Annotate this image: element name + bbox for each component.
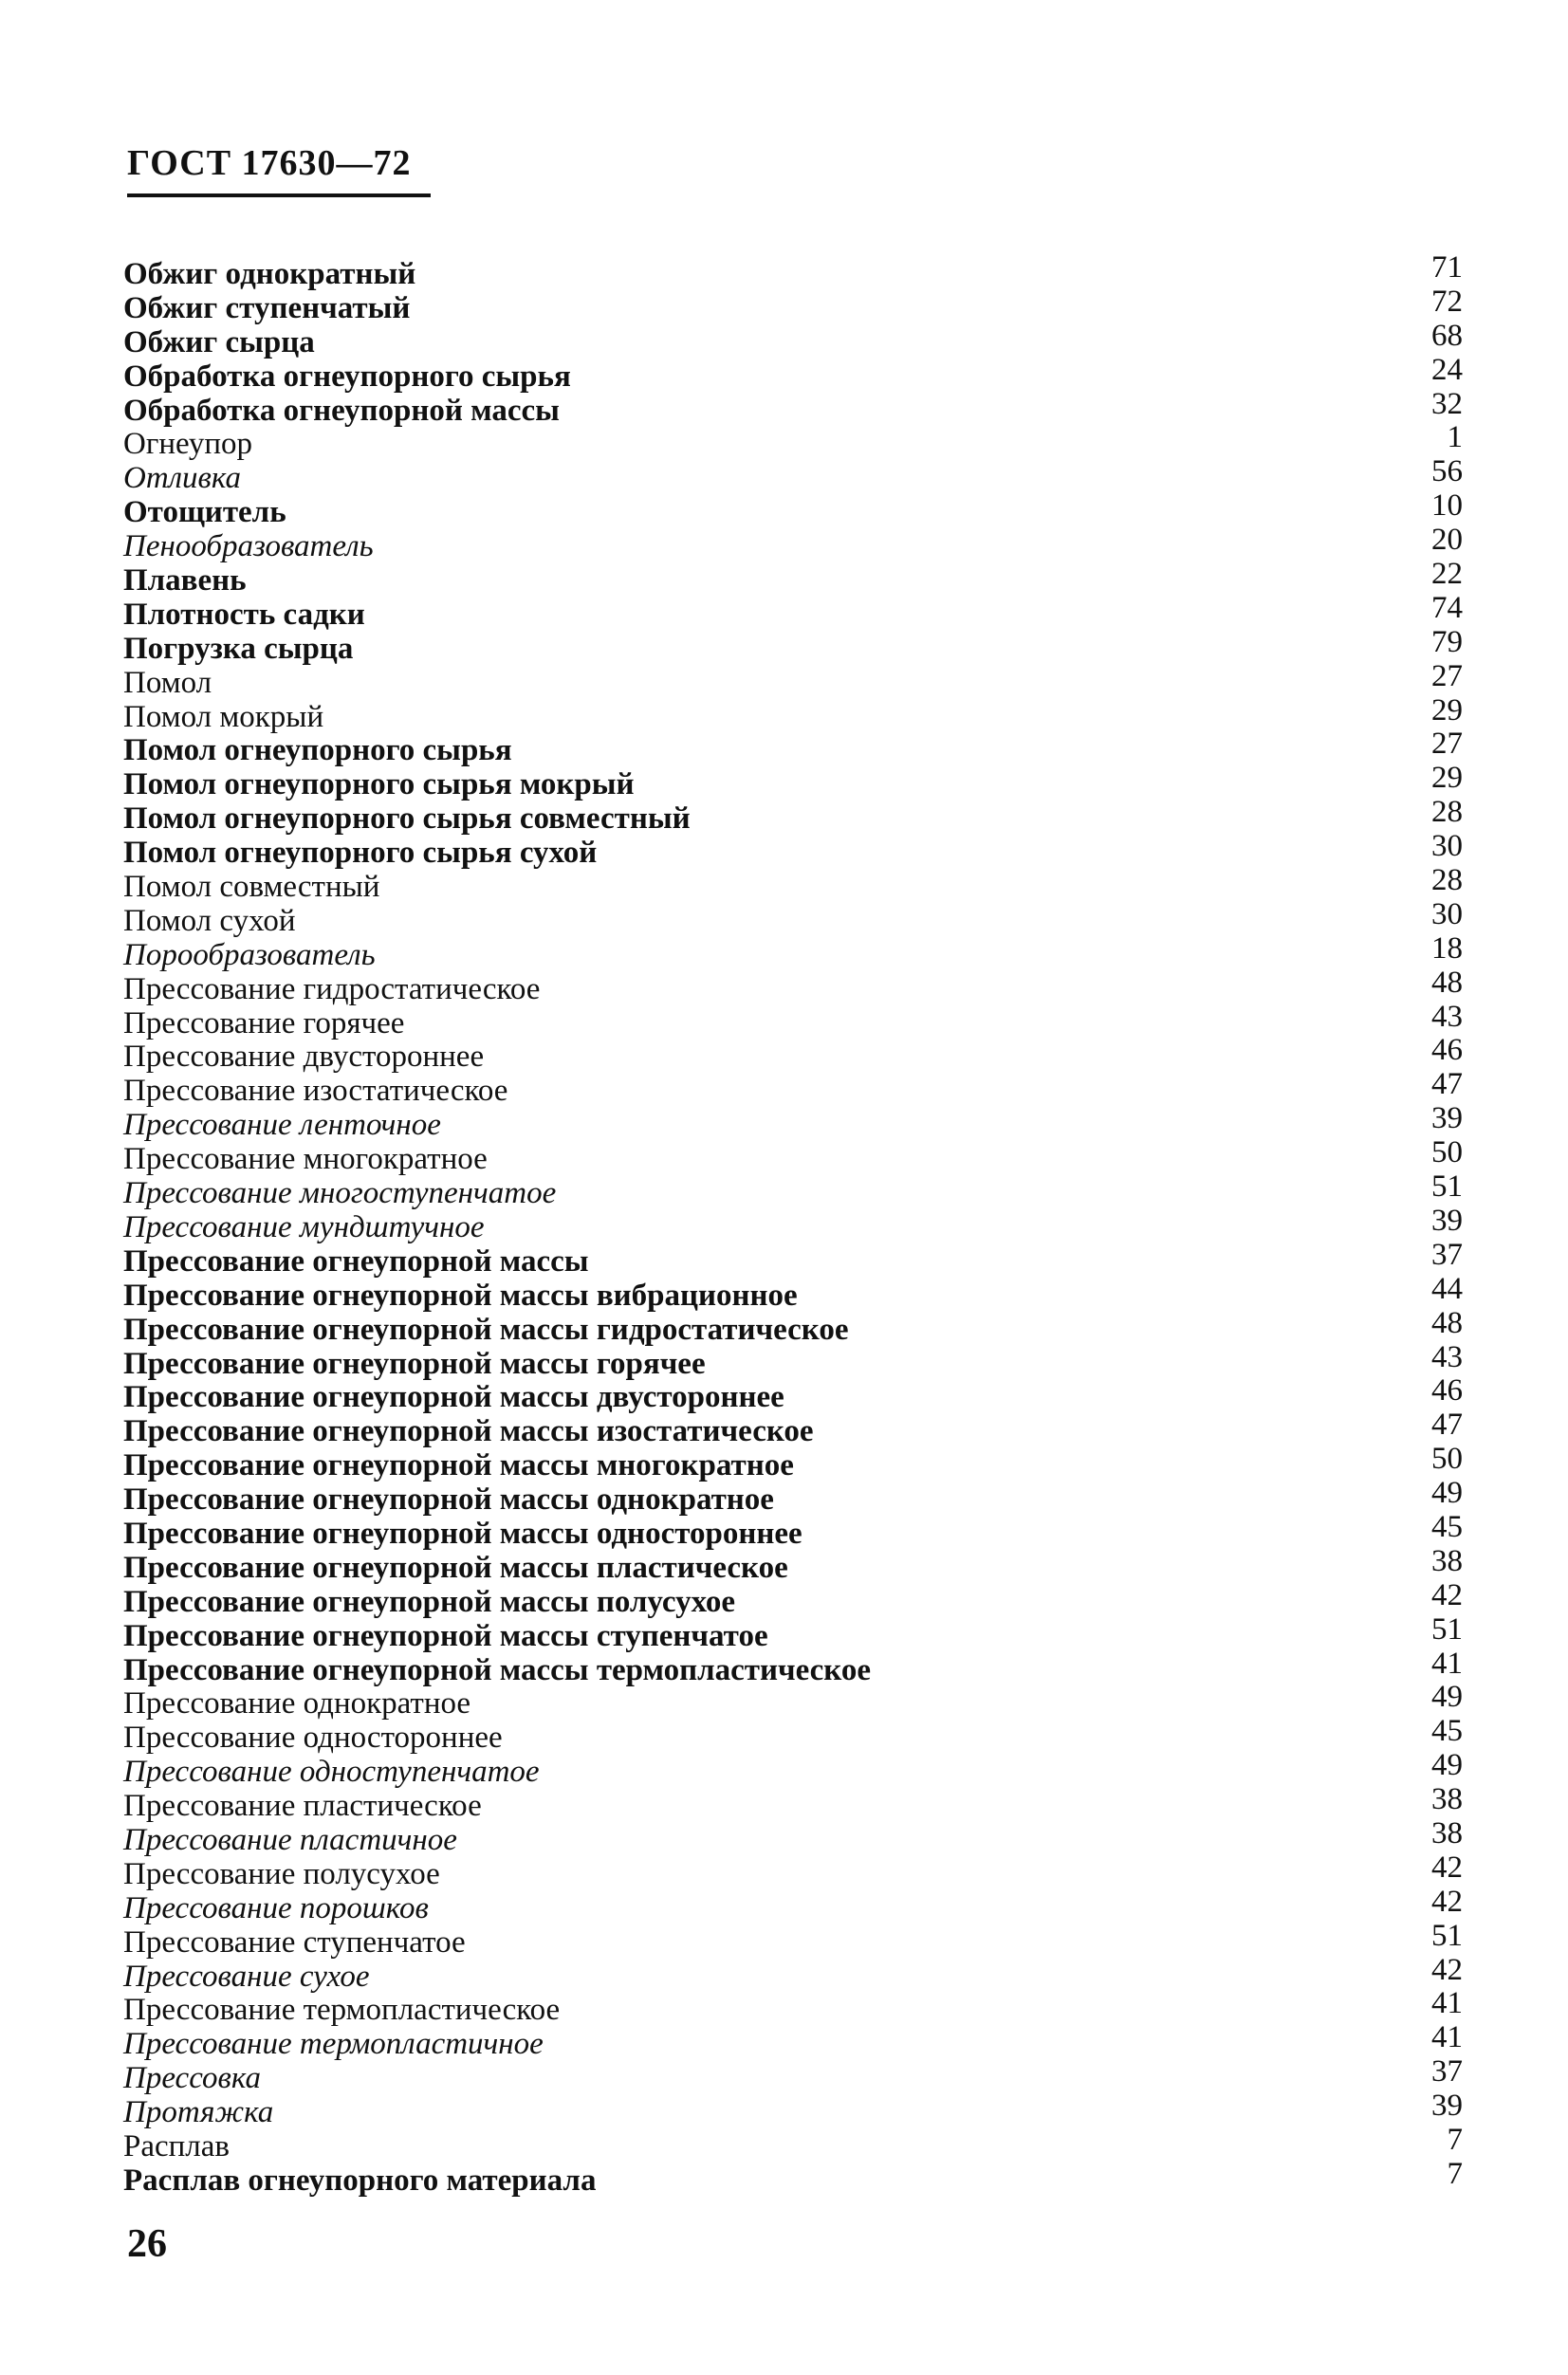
index-entry [123,1169,1463,1211]
index-term-number: 38 [1431,1782,1463,1817]
index-entry [123,1680,1463,1721]
index-term-number: 47 [1431,1067,1463,1102]
index-term-number: 79 [1431,624,1463,659]
index-entry [123,1237,1463,1280]
index-entry [123,352,1463,395]
index-entry [123,1714,1463,1756]
index-term: Прессование пластическое [123,1789,482,1824]
index-term: Прессование огнеупорной массы вибрационное [123,1278,798,1313]
index-entry [123,1918,1463,1961]
index-entry [123,1782,1463,1824]
index-entry [123,1101,1463,1143]
index-entry [123,761,1463,802]
index-entry [123,1339,1463,1382]
index-term-number: 42 [1431,1952,1463,1987]
index-term: Прессование многоступенчатое [123,1176,557,1211]
index-entry [123,2122,1463,2164]
index-list [123,250,1463,2199]
index-entry [123,284,1463,326]
index-term-number: 38 [1431,1543,1463,1578]
index-term-number: 51 [1431,1611,1463,1647]
index-term: Прессование огнеупорной массы полусухое [123,1584,735,1619]
index-term-number: 43 [1431,1339,1463,1374]
index-term: Помол сухой [123,903,296,938]
index-term-number: 29 [1431,692,1463,727]
index-term: Прессование огнеупорной массы изостатическое [123,1414,814,1449]
index-term: Прессование изостатическое [123,1074,508,1109]
index-term: Обжиг однократный [123,257,416,291]
index-term-number: 42 [1431,1577,1463,1612]
index-entry [123,795,1463,837]
index-term-number: 48 [1431,965,1463,1000]
index-term: Расплав [123,2128,231,2163]
index-term-number: 22 [1431,557,1463,592]
index-term-number: 41 [1431,1986,1463,2021]
index-term-number: 42 [1431,1850,1463,1885]
index-term: Прессование огнеупорной массы пластическое [123,1550,788,1585]
index-term-number: 43 [1431,999,1463,1034]
index-term: Прессование гидростатическое [123,971,541,1006]
index-term: Прессование огнеупорной массы однократное [123,1482,774,1518]
index-entry [123,999,1463,1041]
index-term: Порообразователь [123,937,376,972]
index-entry [123,624,1463,667]
index-entry [123,1271,1463,1314]
index-entry [123,1577,1463,1620]
index-entry [123,1850,1463,1892]
index-term-number: 72 [1431,284,1463,319]
index-term-number: 24 [1431,352,1463,387]
index-entry [123,2020,1463,2062]
index-term-number: 46 [1431,1373,1463,1408]
index-entry [123,250,1463,292]
index-entry [123,1373,1463,1415]
index-entry [123,829,1463,871]
index-entry [123,692,1463,735]
index-term: Помол совместный [123,870,380,905]
index-entry [123,1305,1463,1348]
index-term: Плотность садки [123,597,365,632]
page-header: ГОСТ 17630—72 [127,143,412,183]
index-entry [123,930,1463,973]
index-term-number: 1 [1447,420,1463,455]
index-term-number: 74 [1431,590,1463,625]
index-term: Помол [123,665,212,700]
index-term-number: 7 [1447,2156,1463,2191]
index-term: Прессование двустороннее [123,1040,485,1075]
index-term-number: 27 [1431,658,1463,693]
index-term: Обработка огнеупорной массы [123,393,560,428]
index-term: Прессование огнеупорной массы термопластическое [123,1652,872,1687]
index-term-number: 51 [1431,1169,1463,1205]
index-term: Прессование огнеупорной массы горячее [123,1346,706,1381]
index-term-number: 30 [1431,896,1463,931]
index-term-number: 39 [1431,1203,1463,1238]
index-entry [123,1408,1463,1449]
index-term-number: 42 [1431,1884,1463,1919]
index-term-number: 45 [1431,1509,1463,1544]
index-entry [123,2156,1463,2199]
index-term-number: 37 [1431,2054,1463,2090]
index-term-number: 10 [1431,488,1463,524]
index-term-number: 41 [1431,1646,1463,1681]
index-term: Прессование огнеупорной массы [123,1243,589,1279]
index-entry [123,1986,1463,2028]
index-term: Прессование термопластическое [123,1993,561,2028]
index-entry [123,523,1463,564]
index-term: Огнеупор [123,427,253,462]
index-term-number: 49 [1431,1476,1463,1511]
index-term: Прессовка [123,2061,261,2096]
index-term: Прессование огнеупорной массы ступенчатое [123,1618,768,1653]
index-term-number: 30 [1431,829,1463,864]
index-entry [123,1509,1463,1552]
index-term: Плавень [123,563,247,598]
index-term-number: 44 [1431,1271,1463,1306]
index-entry [123,488,1463,530]
page-number: 26 [127,2222,167,2266]
index-entry [123,1135,1463,1177]
index-term: Прессование горячее [123,1005,405,1040]
index-term-number: 47 [1431,1408,1463,1443]
index-term-number: 50 [1431,1442,1463,1477]
index-entry [123,590,1463,633]
index-term: Протяжка [123,2095,274,2130]
index-term-number: 50 [1431,1135,1463,1170]
index-entry [123,863,1463,905]
index-term: Погрузка сырца [123,631,354,666]
index-term: Прессование мундштучное [123,1209,485,1244]
index-entry [123,1067,1463,1109]
index-term-number: 7 [1447,2122,1463,2157]
index-term: Прессование пластичное [123,1822,457,1857]
index-term: Прессование огнеупорной массы двустороннее [123,1380,784,1415]
index-entry [123,965,1463,1007]
index-entry [123,658,1463,701]
index-term-number: 27 [1431,727,1463,762]
index-entry [123,1476,1463,1518]
index-term-number: 28 [1431,863,1463,898]
index-entry [123,2089,1463,2130]
index-entry [123,1442,1463,1483]
index-term-number: 29 [1431,761,1463,796]
index-term: Прессование порошков [123,1890,429,1925]
index-entry [123,727,1463,768]
index-term: Прессование термопластичное [123,2027,544,2062]
index-term: Помол огнеупорного сырья совместный [123,801,691,837]
index-term-number: 45 [1431,1714,1463,1749]
index-term: Прессование полусухое [123,1856,440,1891]
index-term-number: 38 [1431,1815,1463,1850]
header-rule [127,193,431,197]
index-entry [123,1543,1463,1586]
index-term: Отливка [123,461,241,496]
index-term: Расплав огнеупорного материала [123,2163,597,2198]
index-entry [123,454,1463,496]
index-term: Прессование многократное [123,1142,488,1177]
index-entry [123,318,1463,360]
index-entry [123,1646,1463,1688]
index-term-number: 48 [1431,1305,1463,1340]
index-term-number: 39 [1431,2089,1463,2124]
index-entry [123,2054,1463,2096]
index-term-number: 71 [1431,250,1463,285]
index-entry [123,1611,1463,1654]
index-entry [123,386,1463,429]
index-term: Обработка огнеупорного сырья [123,359,571,394]
index-term: Отощитель [123,495,286,530]
index-term: Прессование одностороннее [123,1721,503,1756]
index-term: Пенообразователь [123,529,374,564]
index-entry [123,557,1463,598]
index-term-number: 28 [1431,795,1463,830]
index-term: Прессование огнеупорной массы многократное [123,1448,794,1483]
index-term-number: 37 [1431,1237,1463,1272]
index-term-number: 68 [1431,318,1463,353]
index-term-number: 51 [1431,1918,1463,1953]
index-term: Прессование однократное [123,1686,471,1721]
index-term: Прессование ленточное [123,1108,441,1143]
index-term-number: 56 [1431,454,1463,489]
index-term-number: 20 [1431,523,1463,558]
index-entry [123,1033,1463,1075]
index-term: Обжиг ступенчатый [123,290,411,325]
index-entry [123,896,1463,939]
index-term: Прессование сухое [123,1959,370,1994]
index-entry [123,1815,1463,1858]
index-term: Прессование огнеупорной массы гидростатическое [123,1312,849,1347]
index-term-number: 49 [1431,1680,1463,1715]
index-term: Прессование ступенчатое [123,1924,466,1960]
index-entry [123,420,1463,462]
index-entry [123,1884,1463,1926]
index-term: Прессование одноступенчатое [123,1755,540,1790]
index-term-number: 49 [1431,1748,1463,1783]
index-term: Помол мокрый [123,699,324,734]
index-entry [123,1952,1463,1995]
index-term-number: 39 [1431,1101,1463,1136]
index-term: Помол огнеупорного сырья сухой [123,836,598,871]
index-term-number: 18 [1431,930,1463,966]
index-term-number: 41 [1431,2020,1463,2055]
index-term: Обжиг сырца [123,324,315,359]
index-term: Прессование огнеупорной массы одностороннее [123,1516,802,1551]
index-term: Помол огнеупорного сырья [123,733,512,768]
index-entry [123,1203,1463,1245]
index-entry [123,1748,1463,1790]
index-term-number: 46 [1431,1033,1463,1068]
index-term: Помол огнеупорного сырья мокрый [123,767,635,802]
index-term-number: 32 [1431,386,1463,421]
